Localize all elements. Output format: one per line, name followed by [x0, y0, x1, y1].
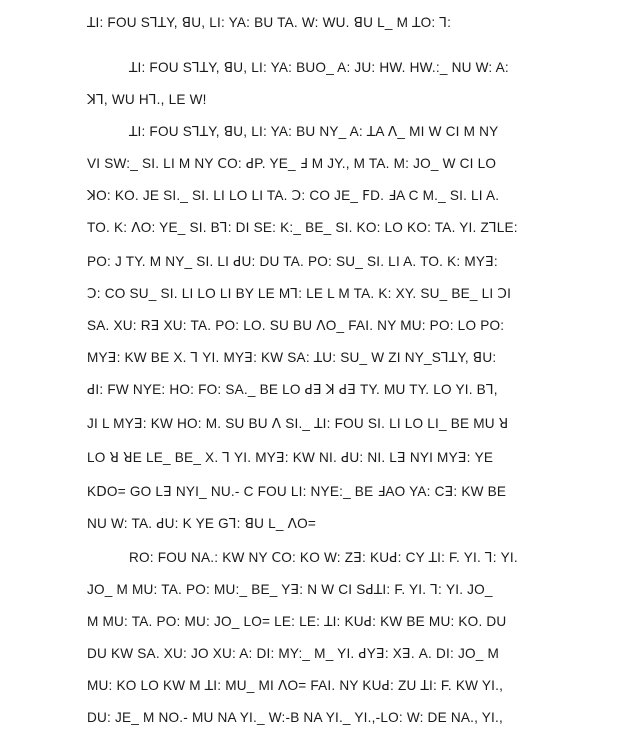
text-line-20: DU KW SA. XU: JO XU: A: DI: MY:_ M_ YI. ꓒYꓱ: Xꓱ. A. DI: JO_ M: [87, 646, 499, 661]
text-line-16: NU W: TA. ꓒU: K YE Gꓶ: ꓭU L_ ꓥO=: [87, 516, 317, 531]
text-line-2: ꓕI: FOU SꓶꓕY, ꓭU, LI: YA: BUO_ A: JU: HW. HW.:_ NU W: A:: [129, 60, 509, 75]
text-line-19: M MU: TA. PO: MU: JO_ LO= LE: LE: ꓕI: KUꓒ: KW BE MU: KO. DU: [87, 614, 507, 629]
text-line-3: ꓘꓶ, WU Hꓶ., LE W!: [87, 92, 207, 107]
text-line-7: TO. K: ꓥO: YE_ SI. Bꓶ: DI SE: K:_ BE_ SI. KO: LO KO: TA. YI. ZꓶLE:: [87, 220, 518, 235]
text-line-17: RO: FOU NA.: KW NY ꓚO: KO W: Zꓱ: KUꓒ: CY ꓕI: F. YI. ꓶ: YI.: [129, 550, 518, 565]
text-line-22: DU: JE_ M NO.- MU NA YI._ W:-B NA YI._ YI.,-LO: W: DE NA., YI.,: [87, 710, 503, 725]
text-line-4: ꓕI: FOU SꓶꓕY, ꓭU, LI: YA: BU NY_ A: ꓕA ꓥ_ MI W CI M NY: [129, 124, 499, 139]
text-line-15: KꓓO= GO Lꓱ NYI_ NU.- C FOU LI: NYE:_ BE ꓞAO YA: Cꓱ: KW BE: [87, 484, 507, 499]
text-line-6: ꓘO: KO. JE SI._ SI. LI LO LI TA. ꓛ: CO JE_ ꓝD. ꓞA C M._ SI. LI A.: [87, 188, 500, 203]
text-line-9: ꓛ: CO SU_ SI. LI LO LI BY LE Mꓶ: LE L M TA. K: XY. SU_ BE_ LI ꓛI: [87, 286, 512, 301]
text-line-14: LO ꓤ ꓤE LE_ BE_ X. ꓶ YI. MYꓱ: KW NI. ꓒU: NI. Lꓱ NYI MYꓱ: YE: [87, 450, 494, 465]
text-line-11: MYꓱ: KW BE X. ꓶ YI. MYꓱ: KW SA: ꓕU: SU_ W ZI NY_SꓶꓕY, ꓭU:: [87, 350, 497, 365]
text-line-21: MU: KO LO KW M ꓕI: MU_ MI ꓥO= FAI. NY KUꓒ: ZU ꓕI: F. KW YI.,: [87, 678, 504, 693]
text-line-1: ꓕI: FOU SꓶꓕY, ꓭU, LI: YA: BU TA. W: WU. ꓭU L_ M ꓕO: ꓶ:: [87, 15, 452, 30]
text-line-5: VI SW:_ SI. LI M NY ꓚO: ꓒP. YE_ ꓞ M JY., M TA. M: JO_ W CI LO: [87, 156, 497, 171]
text-line-18: JO_ M MU: TA. PO: MU:_ BE_ Yꓱ: N W CI SꓒꓕI: F. YI. ꓶ: YI. JO_: [87, 582, 493, 597]
text-line-13: JI L MYꓱ: KW HO: M. SU BU ꓥ SI._ ꓕI: FOU SI. LI LO LI_ BE MU ꓤ: [87, 416, 509, 431]
text-line-12: ꓒI: FW NYE: HO: FO: SA._ BE LO ꓒꓱ ꓘ ꓒꓱ TY. MU TY. LO YI. Bꓶ,: [87, 382, 498, 397]
text-line-10: SA. XU: Rꓱ XU: TA. PO: LO. SU BU ꓥO_ FAI. NY MU: PO: LO PO:: [87, 318, 505, 333]
text-line-8: PO: J TY. M NY_ SI. LI ꓒU: DU TA. PO: SU_ SI. LI A. TO. K: MYꓱ:: [87, 254, 498, 269]
